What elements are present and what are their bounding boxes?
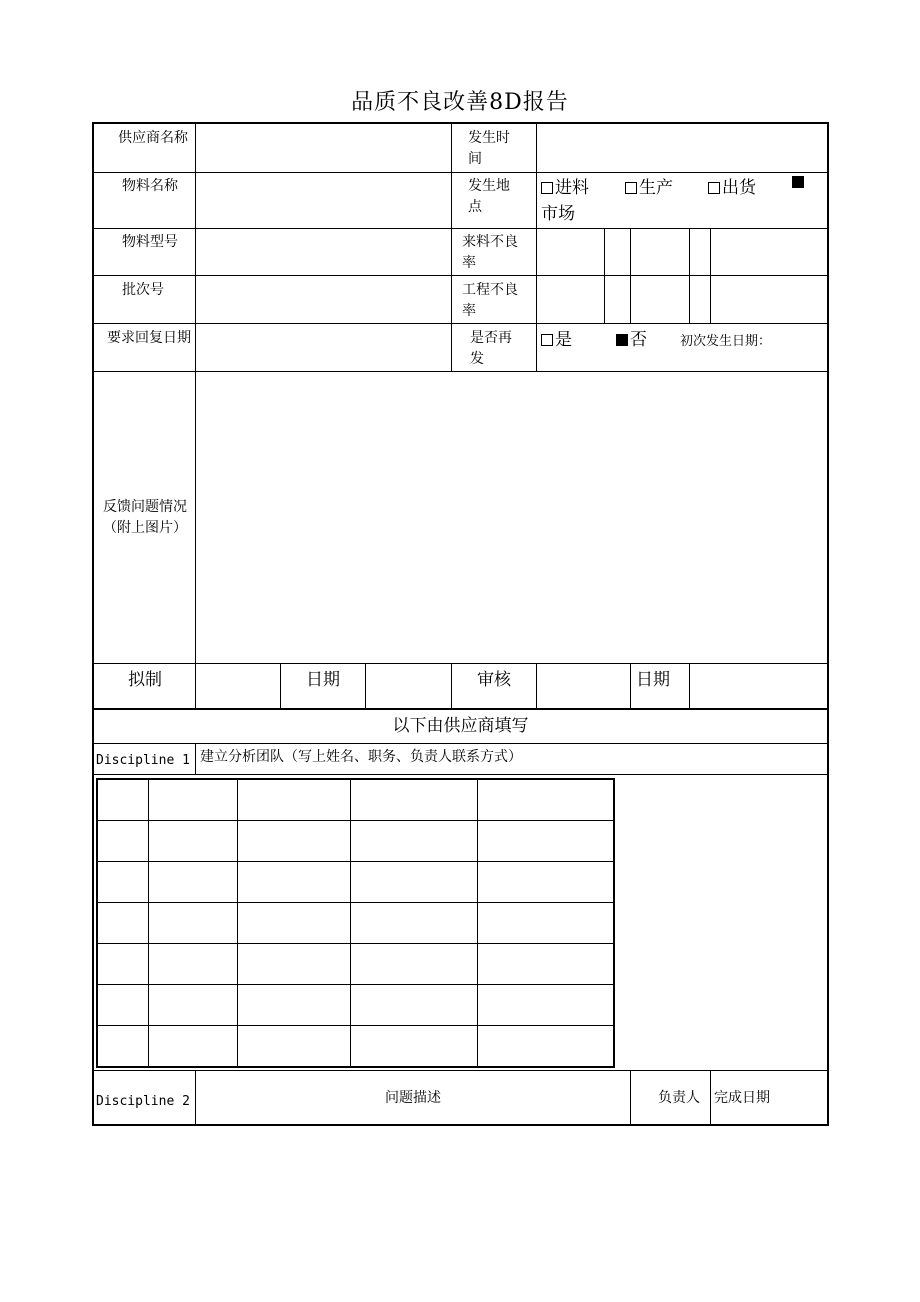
col-divider bbox=[365, 663, 366, 708]
problem-description-label: 问题描述 bbox=[385, 1090, 441, 1106]
discipline1-label: Discipline 1 bbox=[96, 753, 190, 768]
discipline2-label: Discipline 2 bbox=[96, 1094, 190, 1109]
checkbox-icon bbox=[708, 182, 720, 194]
row-divider bbox=[92, 228, 829, 229]
place-option-market-label: 市场 bbox=[541, 204, 575, 224]
discipline1-desc: 建立分析团队（写上姓名、职务、负责人联系方式） bbox=[200, 749, 522, 765]
recurrence-option-yes[interactable]: 是 bbox=[541, 328, 572, 352]
checkbox-icon bbox=[541, 182, 553, 194]
recurrence-option-no[interactable]: 否 bbox=[616, 328, 647, 352]
checked-box-icon bbox=[792, 176, 804, 188]
supplier-section-title: 以下由供应商填写 bbox=[392, 716, 529, 736]
row-divider bbox=[92, 371, 829, 372]
drafted-date-label: 日期 bbox=[306, 670, 340, 690]
material-name-label: 物料名称 bbox=[122, 178, 178, 194]
material-model-label: 物料型号 bbox=[122, 234, 178, 250]
col-divider bbox=[689, 663, 690, 708]
col-divider bbox=[710, 228, 711, 323]
col-divider bbox=[195, 123, 196, 663]
col-divider bbox=[689, 228, 690, 323]
table-row bbox=[97, 903, 614, 944]
table-row bbox=[97, 779, 614, 821]
table-row bbox=[97, 821, 614, 862]
checkbox-icon bbox=[625, 182, 637, 194]
col-divider bbox=[630, 228, 631, 323]
row-divider bbox=[92, 172, 829, 173]
review-date-label: 日期 bbox=[636, 670, 670, 690]
col-divider bbox=[630, 663, 631, 708]
col-divider bbox=[451, 123, 452, 371]
place-option-incoming[interactable]: 进料 bbox=[541, 176, 589, 200]
table-row bbox=[97, 944, 614, 985]
drafted-label: 拟制 bbox=[128, 670, 162, 690]
due-date-label: 完成日期 bbox=[714, 1090, 770, 1106]
occur-time-label: 发生时间 bbox=[468, 130, 510, 167]
row-divider bbox=[92, 275, 829, 276]
row-divider bbox=[92, 708, 829, 710]
row-divider bbox=[92, 663, 829, 664]
checkbox-icon bbox=[541, 334, 553, 346]
checked-box-icon bbox=[616, 334, 628, 346]
row-divider bbox=[92, 774, 829, 775]
incoming-defect-rate-label: 来料不良率 bbox=[462, 234, 518, 271]
occur-place-label: 发生地点 bbox=[468, 178, 510, 215]
row-divider bbox=[92, 323, 829, 324]
place-option-shipping[interactable]: 出货 bbox=[708, 176, 756, 200]
col-divider bbox=[536, 123, 537, 371]
col-divider bbox=[195, 743, 196, 774]
supplier-name-label: 供应商名称 bbox=[118, 130, 188, 146]
team-table bbox=[96, 778, 615, 1068]
table-row bbox=[97, 1026, 614, 1068]
reply-date-label: 要求回复日期 bbox=[107, 330, 191, 346]
review-label: 审核 bbox=[477, 670, 511, 690]
place-option-production[interactable]: 生产 bbox=[625, 176, 673, 200]
feedback-label: 反馈问题情况（附上图片） bbox=[103, 499, 187, 536]
recurrence-label: 是否再发 bbox=[470, 330, 512, 367]
engineering-defect-rate-label: 工程不良率 bbox=[462, 282, 518, 319]
row-divider bbox=[92, 1070, 829, 1071]
col-divider bbox=[710, 1070, 711, 1125]
table-row bbox=[97, 862, 614, 903]
col-divider bbox=[536, 663, 537, 708]
page-title: 品质不良改善8D报告 bbox=[351, 90, 569, 115]
col-divider bbox=[604, 228, 605, 323]
first-occur-date-label: 初次发生日期： bbox=[680, 334, 772, 349]
place-option-market-box[interactable] bbox=[792, 176, 806, 188]
col-divider bbox=[195, 663, 196, 708]
col-divider bbox=[630, 1070, 631, 1125]
batch-no-label: 批次号 bbox=[122, 282, 164, 298]
table-row bbox=[97, 985, 614, 1026]
row-divider bbox=[92, 743, 829, 744]
owner-label: 负责人 bbox=[658, 1090, 700, 1106]
